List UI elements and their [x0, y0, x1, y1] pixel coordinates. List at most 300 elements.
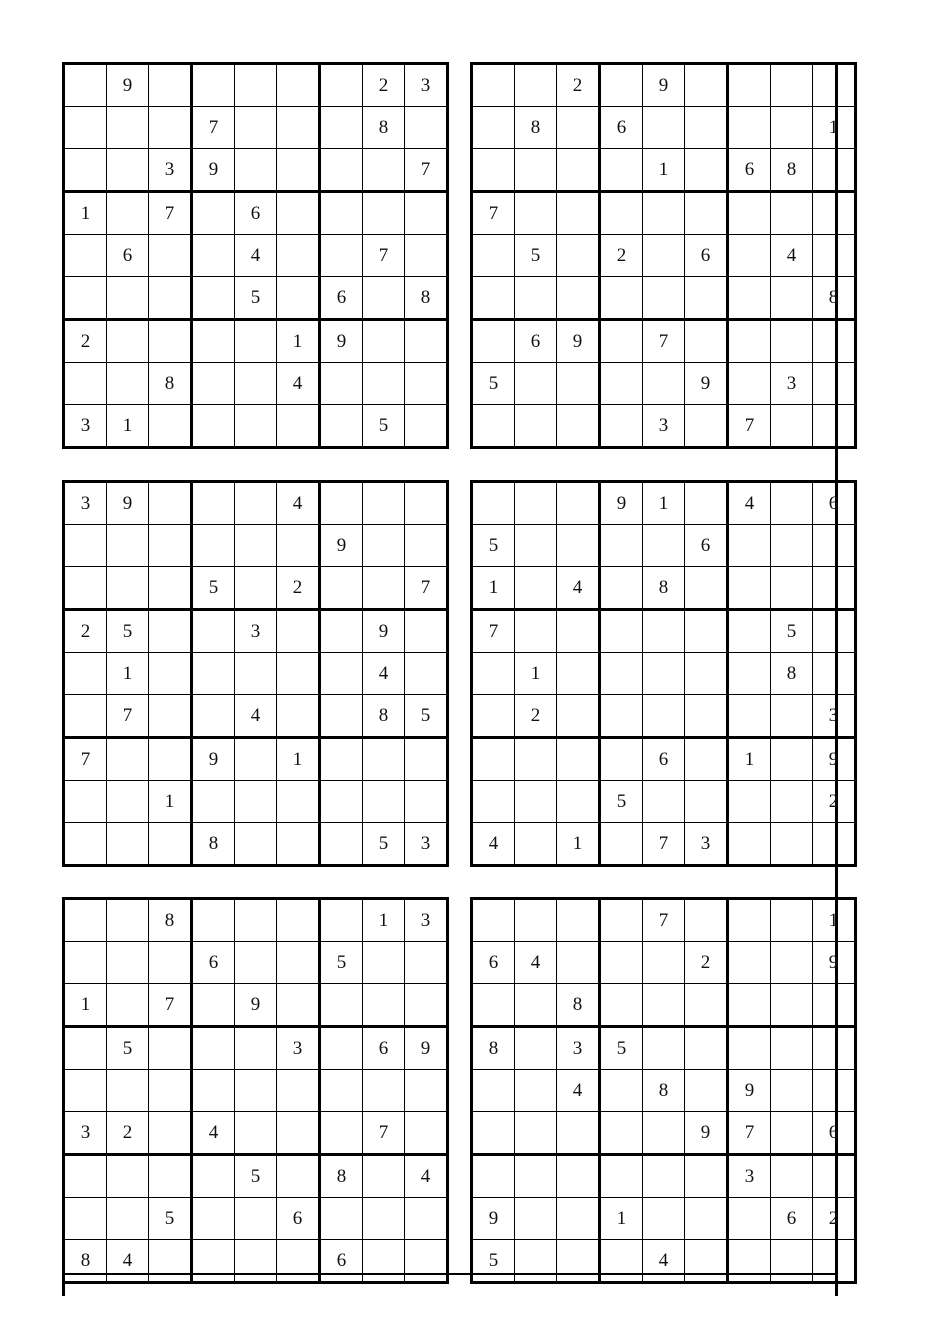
sudoku-cell[interactable]: [557, 899, 600, 942]
sudoku-cell[interactable]: [643, 1027, 685, 1070]
sudoku-cell[interactable]: [813, 1027, 856, 1070]
sudoku-cell[interactable]: [685, 1070, 728, 1112]
sudoku-cell[interactable]: [643, 1198, 685, 1240]
sudoku-cell[interactable]: [192, 1198, 235, 1240]
sudoku-cell[interactable]: [363, 149, 405, 192]
sudoku-cell[interactable]: [107, 277, 149, 320]
sudoku-cell[interactable]: [515, 1155, 557, 1198]
sudoku-cell[interactable]: [363, 1240, 405, 1283]
sudoku-cell[interactable]: [277, 984, 320, 1027]
sudoku-cell[interactable]: [472, 107, 515, 149]
sudoku-cell[interactable]: [277, 610, 320, 653]
sudoku-cell[interactable]: [557, 405, 600, 448]
sudoku-cell[interactable]: [643, 277, 685, 320]
sudoku-cell[interactable]: [515, 823, 557, 866]
sudoku-cell[interactable]: [728, 192, 771, 235]
sudoku-cell[interactable]: [64, 64, 107, 107]
sudoku-cell[interactable]: [149, 823, 192, 866]
sudoku-cell[interactable]: [600, 64, 643, 107]
sudoku-cell[interactable]: [149, 942, 192, 984]
sudoku-cell[interactable]: [320, 1198, 363, 1240]
sudoku-cell[interactable]: [813, 610, 856, 653]
sudoku-cell[interactable]: [149, 567, 192, 610]
sudoku-cell[interactable]: [472, 149, 515, 192]
sudoku-cell[interactable]: [320, 107, 363, 149]
sudoku-cell[interactable]: [192, 610, 235, 653]
sudoku-cell[interactable]: [685, 1240, 728, 1283]
sudoku-cell[interactable]: [149, 64, 192, 107]
sudoku-cell[interactable]: [192, 363, 235, 405]
sudoku-cell[interactable]: [600, 695, 643, 738]
sudoku-cell[interactable]: [64, 107, 107, 149]
sudoku-cell[interactable]: [107, 107, 149, 149]
sudoku-cell[interactable]: [771, 1155, 813, 1198]
sudoku-cell[interactable]: [363, 1070, 405, 1112]
sudoku-cell[interactable]: [192, 320, 235, 363]
sudoku-cell[interactable]: [235, 942, 277, 984]
sudoku-cell[interactable]: [515, 525, 557, 567]
sudoku-cell[interactable]: [320, 1070, 363, 1112]
sudoku-cell[interactable]: [235, 525, 277, 567]
sudoku-cell[interactable]: [149, 695, 192, 738]
sudoku-cell[interactable]: [515, 899, 557, 942]
sudoku-cell[interactable]: [235, 1027, 277, 1070]
sudoku-cell[interactable]: [192, 1155, 235, 1198]
sudoku-cell[interactable]: [64, 1070, 107, 1112]
sudoku-cell[interactable]: [600, 984, 643, 1027]
sudoku-cell[interactable]: [728, 525, 771, 567]
sudoku-cell[interactable]: [728, 653, 771, 695]
sudoku-cell[interactable]: [557, 277, 600, 320]
sudoku-cell[interactable]: [557, 942, 600, 984]
sudoku-cell[interactable]: [771, 567, 813, 610]
sudoku-cell[interactable]: [235, 899, 277, 942]
sudoku-cell[interactable]: [192, 1027, 235, 1070]
sudoku-cell[interactable]: [600, 405, 643, 448]
sudoku-cell[interactable]: [813, 192, 856, 235]
sudoku-cell[interactable]: [277, 235, 320, 277]
sudoku-cell[interactable]: [277, 405, 320, 448]
sudoku-cell[interactable]: [149, 107, 192, 149]
sudoku-cell[interactable]: [771, 942, 813, 984]
sudoku-cell[interactable]: [149, 1112, 192, 1155]
sudoku-cell[interactable]: [149, 1027, 192, 1070]
sudoku-cell[interactable]: [405, 192, 448, 235]
sudoku-cell[interactable]: [320, 653, 363, 695]
sudoku-cell[interactable]: [600, 320, 643, 363]
sudoku-cell[interactable]: [557, 525, 600, 567]
sudoku-cell[interactable]: [277, 899, 320, 942]
sudoku-cell[interactable]: [557, 192, 600, 235]
sudoku-cell[interactable]: [107, 899, 149, 942]
sudoku-cell[interactable]: [600, 1112, 643, 1155]
sudoku-cell[interactable]: [277, 823, 320, 866]
sudoku-cell[interactable]: [813, 653, 856, 695]
sudoku-cell[interactable]: [472, 64, 515, 107]
sudoku-cell[interactable]: [472, 695, 515, 738]
sudoku-cell[interactable]: [405, 320, 448, 363]
sudoku-cell[interactable]: [643, 525, 685, 567]
sudoku-cell[interactable]: [685, 320, 728, 363]
sudoku-cell[interactable]: [600, 525, 643, 567]
sudoku-cell[interactable]: [771, 64, 813, 107]
sudoku-cell[interactable]: [557, 610, 600, 653]
sudoku-cell[interactable]: [235, 567, 277, 610]
sudoku-cell[interactable]: [600, 149, 643, 192]
sudoku-cell[interactable]: [685, 984, 728, 1027]
sudoku-cell[interactable]: [557, 107, 600, 149]
sudoku-cell[interactable]: [363, 482, 405, 525]
sudoku-cell[interactable]: [107, 1070, 149, 1112]
sudoku-cell[interactable]: [277, 1240, 320, 1283]
sudoku-cell[interactable]: [235, 1198, 277, 1240]
sudoku-cell[interactable]: [320, 64, 363, 107]
sudoku-cell[interactable]: [149, 277, 192, 320]
sudoku-cell[interactable]: [728, 1027, 771, 1070]
sudoku-cell[interactable]: [600, 610, 643, 653]
sudoku-cell[interactable]: [685, 192, 728, 235]
sudoku-cell[interactable]: [64, 695, 107, 738]
sudoku-cell[interactable]: [557, 149, 600, 192]
sudoku-cell[interactable]: [685, 482, 728, 525]
sudoku-cell[interactable]: [771, 525, 813, 567]
sudoku-cell[interactable]: [405, 653, 448, 695]
sudoku-cell[interactable]: [771, 899, 813, 942]
sudoku-cell[interactable]: [64, 149, 107, 192]
sudoku-cell[interactable]: [557, 695, 600, 738]
sudoku-cell[interactable]: [600, 192, 643, 235]
sudoku-cell[interactable]: [600, 1070, 643, 1112]
sudoku-cell[interactable]: [405, 1112, 448, 1155]
sudoku-cell[interactable]: [405, 525, 448, 567]
sudoku-cell[interactable]: [149, 235, 192, 277]
sudoku-cell[interactable]: [277, 525, 320, 567]
sudoku-cell[interactable]: [515, 984, 557, 1027]
sudoku-cell[interactable]: [813, 235, 856, 277]
sudoku-cell[interactable]: [235, 363, 277, 405]
sudoku-cell[interactable]: [813, 1070, 856, 1112]
sudoku-cell[interactable]: [277, 942, 320, 984]
sudoku-cell[interactable]: [813, 1155, 856, 1198]
sudoku-cell[interactable]: [320, 482, 363, 525]
sudoku-cell[interactable]: [405, 942, 448, 984]
sudoku-cell[interactable]: [235, 1240, 277, 1283]
sudoku-cell[interactable]: [728, 984, 771, 1027]
sudoku-cell[interactable]: [235, 107, 277, 149]
sudoku-cell[interactable]: [235, 64, 277, 107]
sudoku-cell[interactable]: [728, 277, 771, 320]
sudoku-cell[interactable]: [813, 823, 856, 866]
sudoku-cell[interactable]: [728, 610, 771, 653]
sudoku-cell[interactable]: [600, 823, 643, 866]
sudoku-cell[interactable]: [363, 942, 405, 984]
sudoku-cell[interactable]: [643, 1112, 685, 1155]
sudoku-cell[interactable]: [728, 107, 771, 149]
sudoku-cell[interactable]: [643, 942, 685, 984]
sudoku-cell[interactable]: [192, 525, 235, 567]
sudoku-cell[interactable]: [685, 149, 728, 192]
sudoku-cell[interactable]: [472, 235, 515, 277]
sudoku-cell[interactable]: [728, 363, 771, 405]
sudoku-cell[interactable]: [813, 320, 856, 363]
sudoku-cell[interactable]: [277, 192, 320, 235]
sudoku-cell[interactable]: [405, 781, 448, 823]
sudoku-cell[interactable]: [515, 1070, 557, 1112]
sudoku-cell[interactable]: [515, 738, 557, 781]
sudoku-cell[interactable]: [643, 1155, 685, 1198]
sudoku-cell[interactable]: [320, 1112, 363, 1155]
sudoku-cell[interactable]: [320, 405, 363, 448]
sudoku-cell[interactable]: [405, 738, 448, 781]
sudoku-cell[interactable]: [64, 567, 107, 610]
sudoku-cell[interactable]: [192, 984, 235, 1027]
sudoku-cell[interactable]: [320, 984, 363, 1027]
sudoku-cell[interactable]: [813, 984, 856, 1027]
sudoku-cell[interactable]: [192, 277, 235, 320]
sudoku-cell[interactable]: [600, 1155, 643, 1198]
sudoku-cell[interactable]: [600, 1240, 643, 1283]
sudoku-cell[interactable]: [149, 653, 192, 695]
sudoku-cell[interactable]: [771, 107, 813, 149]
sudoku-cell[interactable]: [320, 363, 363, 405]
sudoku-cell[interactable]: [107, 738, 149, 781]
sudoku-cell[interactable]: [320, 235, 363, 277]
sudoku-cell[interactable]: [320, 823, 363, 866]
sudoku-cell[interactable]: [320, 567, 363, 610]
sudoku-cell[interactable]: [728, 567, 771, 610]
sudoku-cell[interactable]: [728, 320, 771, 363]
sudoku-cell[interactable]: [643, 695, 685, 738]
sudoku-cell[interactable]: [813, 525, 856, 567]
sudoku-cell[interactable]: [515, 149, 557, 192]
sudoku-cell[interactable]: [277, 64, 320, 107]
sudoku-cell[interactable]: [813, 567, 856, 610]
sudoku-cell[interactable]: [277, 653, 320, 695]
sudoku-cell[interactable]: [472, 738, 515, 781]
sudoku-cell[interactable]: [600, 653, 643, 695]
sudoku-cell[interactable]: [515, 482, 557, 525]
sudoku-cell[interactable]: [643, 192, 685, 235]
sudoku-cell[interactable]: [472, 899, 515, 942]
sudoku-cell[interactable]: [405, 1070, 448, 1112]
sudoku-cell[interactable]: [728, 235, 771, 277]
sudoku-cell[interactable]: [515, 1027, 557, 1070]
sudoku-cell[interactable]: [192, 695, 235, 738]
sudoku-cell[interactable]: [643, 781, 685, 823]
sudoku-cell[interactable]: [192, 1070, 235, 1112]
sudoku-cell[interactable]: [557, 1198, 600, 1240]
sudoku-cell[interactable]: [363, 320, 405, 363]
sudoku-cell[interactable]: [107, 525, 149, 567]
sudoku-cell[interactable]: [515, 781, 557, 823]
sudoku-cell[interactable]: [405, 107, 448, 149]
sudoku-cell[interactable]: [107, 320, 149, 363]
sudoku-cell[interactable]: [107, 567, 149, 610]
sudoku-cell[interactable]: [643, 235, 685, 277]
sudoku-cell[interactable]: [107, 984, 149, 1027]
sudoku-cell[interactable]: [405, 235, 448, 277]
sudoku-cell[interactable]: [320, 695, 363, 738]
sudoku-cell[interactable]: [277, 277, 320, 320]
sudoku-cell[interactable]: [600, 277, 643, 320]
sudoku-cell[interactable]: [107, 1198, 149, 1240]
sudoku-cell[interactable]: [64, 1027, 107, 1070]
sudoku-cell[interactable]: [515, 1240, 557, 1283]
sudoku-cell[interactable]: [149, 610, 192, 653]
sudoku-cell[interactable]: [192, 64, 235, 107]
sudoku-cell[interactable]: [472, 482, 515, 525]
sudoku-cell[interactable]: [235, 1112, 277, 1155]
sudoku-cell[interactable]: [557, 653, 600, 695]
sudoku-cell[interactable]: [192, 235, 235, 277]
sudoku-cell[interactable]: [107, 781, 149, 823]
sudoku-cell[interactable]: [405, 1198, 448, 1240]
sudoku-cell[interactable]: [192, 482, 235, 525]
sudoku-cell[interactable]: [235, 149, 277, 192]
sudoku-cell[interactable]: [600, 567, 643, 610]
sudoku-cell[interactable]: [320, 192, 363, 235]
sudoku-cell[interactable]: [685, 567, 728, 610]
sudoku-cell[interactable]: [771, 823, 813, 866]
sudoku-cell[interactable]: [643, 653, 685, 695]
sudoku-cell[interactable]: [64, 235, 107, 277]
sudoku-cell[interactable]: [64, 823, 107, 866]
sudoku-cell[interactable]: [728, 64, 771, 107]
sudoku-cell[interactable]: [363, 192, 405, 235]
sudoku-cell[interactable]: [235, 738, 277, 781]
sudoku-cell[interactable]: [107, 823, 149, 866]
sudoku-cell[interactable]: [685, 64, 728, 107]
sudoku-cell[interactable]: [771, 781, 813, 823]
sudoku-cell[interactable]: [557, 482, 600, 525]
sudoku-cell[interactable]: [363, 567, 405, 610]
sudoku-cell[interactable]: [277, 1155, 320, 1198]
sudoku-cell[interactable]: [235, 405, 277, 448]
sudoku-cell[interactable]: [405, 1240, 448, 1283]
sudoku-cell[interactable]: [64, 1155, 107, 1198]
sudoku-cell[interactable]: [685, 610, 728, 653]
sudoku-cell[interactable]: [405, 984, 448, 1027]
sudoku-cell[interactable]: [685, 1027, 728, 1070]
sudoku-cell[interactable]: [64, 525, 107, 567]
sudoku-cell[interactable]: [64, 1198, 107, 1240]
sudoku-cell[interactable]: [405, 482, 448, 525]
sudoku-cell[interactable]: [472, 653, 515, 695]
sudoku-cell[interactable]: [685, 1155, 728, 1198]
sudoku-cell[interactable]: [771, 1240, 813, 1283]
sudoku-cell[interactable]: [515, 405, 557, 448]
sudoku-cell[interactable]: [235, 781, 277, 823]
sudoku-cell[interactable]: [557, 1240, 600, 1283]
sudoku-cell[interactable]: [685, 1198, 728, 1240]
sudoku-cell[interactable]: [472, 1155, 515, 1198]
sudoku-cell[interactable]: [643, 107, 685, 149]
sudoku-cell[interactable]: [557, 781, 600, 823]
sudoku-cell[interactable]: [192, 899, 235, 942]
sudoku-cell[interactable]: [149, 1155, 192, 1198]
sudoku-cell[interactable]: [277, 107, 320, 149]
sudoku-cell[interactable]: [363, 1155, 405, 1198]
sudoku-cell[interactable]: [771, 695, 813, 738]
sudoku-cell[interactable]: [813, 405, 856, 448]
sudoku-cell[interactable]: [405, 405, 448, 448]
sudoku-cell[interactable]: [363, 738, 405, 781]
sudoku-cell[interactable]: [685, 107, 728, 149]
sudoku-cell[interactable]: [771, 1112, 813, 1155]
sudoku-cell[interactable]: [107, 1155, 149, 1198]
sudoku-cell[interactable]: [235, 653, 277, 695]
sudoku-cell[interactable]: [515, 363, 557, 405]
sudoku-cell[interactable]: [320, 1027, 363, 1070]
sudoku-cell[interactable]: [149, 320, 192, 363]
sudoku-cell[interactable]: [557, 1155, 600, 1198]
sudoku-cell[interactable]: [515, 64, 557, 107]
sudoku-cell[interactable]: [64, 899, 107, 942]
sudoku-cell[interactable]: [813, 1240, 856, 1283]
sudoku-cell[interactable]: [363, 525, 405, 567]
sudoku-cell[interactable]: [728, 823, 771, 866]
sudoku-cell[interactable]: [277, 781, 320, 823]
sudoku-cell[interactable]: [643, 610, 685, 653]
sudoku-cell[interactable]: [685, 405, 728, 448]
sudoku-cell[interactable]: [277, 1112, 320, 1155]
sudoku-cell[interactable]: [472, 405, 515, 448]
sudoku-cell[interactable]: [771, 192, 813, 235]
sudoku-cell[interactable]: [600, 942, 643, 984]
sudoku-cell[interactable]: [728, 781, 771, 823]
sudoku-cell[interactable]: [107, 149, 149, 192]
sudoku-cell[interactable]: [363, 277, 405, 320]
sudoku-cell[interactable]: [771, 738, 813, 781]
sudoku-cell[interactable]: [192, 781, 235, 823]
sudoku-cell[interactable]: [235, 823, 277, 866]
sudoku-cell[interactable]: [149, 1240, 192, 1283]
sudoku-cell[interactable]: [557, 1112, 600, 1155]
sudoku-cell[interactable]: [515, 567, 557, 610]
sudoku-cell[interactable]: [405, 363, 448, 405]
sudoku-cell[interactable]: [813, 363, 856, 405]
sudoku-cell[interactable]: [64, 277, 107, 320]
sudoku-cell[interactable]: [320, 781, 363, 823]
sudoku-cell[interactable]: [107, 192, 149, 235]
sudoku-cell[interactable]: [235, 320, 277, 363]
sudoku-cell[interactable]: [600, 363, 643, 405]
sudoku-cell[interactable]: [149, 1070, 192, 1112]
sudoku-cell[interactable]: [320, 610, 363, 653]
sudoku-cell[interactable]: [320, 899, 363, 942]
sudoku-cell[interactable]: [320, 738, 363, 781]
sudoku-cell[interactable]: [728, 942, 771, 984]
sudoku-cell[interactable]: [685, 738, 728, 781]
sudoku-cell[interactable]: [557, 738, 600, 781]
sudoku-cell[interactable]: [64, 363, 107, 405]
sudoku-cell[interactable]: [192, 653, 235, 695]
sudoku-cell[interactable]: [771, 277, 813, 320]
sudoku-cell[interactable]: [643, 363, 685, 405]
sudoku-cell[interactable]: [235, 482, 277, 525]
sudoku-cell[interactable]: [771, 320, 813, 363]
sudoku-cell[interactable]: [107, 363, 149, 405]
sudoku-cell[interactable]: [515, 1112, 557, 1155]
sudoku-cell[interactable]: [728, 1198, 771, 1240]
sudoku-cell[interactable]: [728, 695, 771, 738]
sudoku-cell[interactable]: [64, 653, 107, 695]
sudoku-cell[interactable]: [557, 235, 600, 277]
sudoku-cell[interactable]: [277, 149, 320, 192]
sudoku-cell[interactable]: [192, 1240, 235, 1283]
sudoku-cell[interactable]: [600, 738, 643, 781]
sudoku-cell[interactable]: [363, 781, 405, 823]
